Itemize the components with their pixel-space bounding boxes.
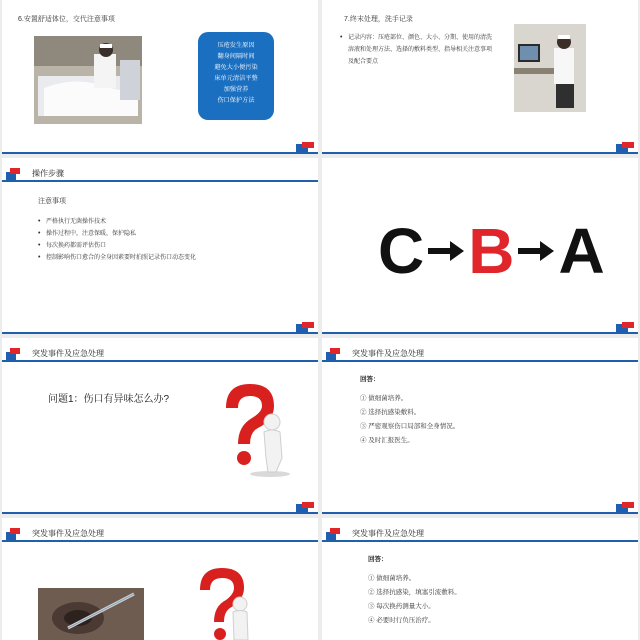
arrow-right-icon: [518, 241, 554, 261]
note-item: • 操作过程中，注意保暖，保护隐私: [38, 228, 298, 240]
slide-care-position: [2, 0, 318, 154]
slide-header: [2, 168, 318, 182]
care-point: 翻身间隔时间: [217, 53, 255, 60]
care-point: 压疮发生原因: [217, 42, 255, 49]
header-logo-mark: [6, 168, 22, 180]
answer-list: [368, 572, 461, 628]
header-title: 突发事件及应急处理: [352, 529, 424, 538]
header-line: [2, 540, 318, 542]
header-logo-mark: [6, 528, 22, 540]
cba-sequence: [378, 216, 605, 286]
notes-list: [38, 216, 298, 264]
slide-header: [2, 348, 318, 362]
care-points-box: [198, 32, 274, 120]
bottom-divider: [2, 332, 318, 334]
slide-emergency-answer: [322, 338, 638, 514]
slide-header: [322, 528, 638, 542]
slide-title: 6.安置舒适体位，交代注意事项: [18, 16, 115, 23]
nurse-bedside-photo: [34, 36, 142, 124]
header-logo-mark: [326, 348, 342, 360]
answer-item: ④ 必要时行负压治疗。: [368, 617, 435, 624]
header-line: [2, 360, 318, 362]
care-point: 避免大小便污染: [214, 64, 258, 71]
notes-subtitle: 注意事项: [38, 198, 66, 205]
answer-label: 回答：: [368, 556, 388, 563]
answer-item: ① 做细菌培养。: [368, 575, 416, 582]
answer-list: [360, 392, 459, 448]
slide-emergency-answer-2: [322, 518, 638, 640]
care-point: 伤口保护方法: [217, 97, 255, 104]
answer-item: ③ 严密观察伤口局部和全身情况。: [360, 423, 460, 430]
header-title: 操作步骤: [32, 169, 64, 178]
logo-mark: [296, 142, 314, 152]
logo-mark: [616, 502, 634, 512]
note-item: • 每次换药都需评估伤口: [38, 240, 298, 252]
question-text: 问题1：伤口有异味怎么办?: [48, 394, 170, 405]
slide-emergency-question: [2, 338, 318, 514]
question-mark-figure-icon: [190, 564, 260, 640]
header-line: [322, 540, 638, 542]
record-item: • 记录内容：压疮部位、颜色、大小、分期、使用的清洗溶液和处理方法、选择的敷料类型、指导相关注意事项及配合要点: [340, 32, 496, 68]
answer-item: ③ 每次换药测量大小。: [368, 603, 435, 610]
header-line: [2, 180, 318, 182]
question-mark-figure-icon: [208, 378, 298, 478]
letter-b: B: [468, 215, 515, 287]
slide-header: [322, 348, 638, 362]
bottom-divider: [2, 512, 318, 514]
answer-item: ④ 及时汇报医生。: [360, 437, 414, 444]
record-list: [340, 32, 496, 68]
header-title: 突发事件及应急处理: [32, 349, 104, 358]
answer-item: ① 做细菌培养。: [360, 395, 408, 402]
bottom-divider: [322, 332, 638, 334]
arrow-right-icon: [428, 241, 464, 261]
slide-final-record: [322, 0, 638, 154]
bottom-divider: [2, 152, 318, 154]
header-logo-mark: [6, 348, 22, 360]
nurse-computer-photo: [514, 24, 586, 112]
note-item: • 控制影响伤口愈合的全身因素要时拍照记录伤口动态变化: [38, 252, 298, 264]
slide-steps: [2, 158, 318, 334]
care-point: 加强营养: [223, 86, 249, 93]
answer-label: 回答：: [360, 376, 380, 383]
bottom-divider: [322, 512, 638, 514]
header-line: [322, 360, 638, 362]
header-logo-mark: [326, 528, 342, 540]
slide-header: [2, 528, 318, 542]
logo-mark: [616, 142, 634, 152]
slide-emergency-question-2: [2, 518, 318, 640]
slide-cba: [322, 158, 638, 334]
wound-photo: [38, 588, 144, 640]
care-point: 床单元清洁平整: [214, 75, 258, 82]
answer-item: ② 选择抗感染，填塞引流敷料。: [368, 589, 461, 596]
header-title: 突发事件及应急处理: [32, 529, 104, 538]
letter-a: A: [558, 215, 605, 287]
bottom-divider: [322, 152, 638, 154]
logo-mark: [296, 502, 314, 512]
logo-mark: [296, 322, 314, 332]
header-title: 突发事件及应急处理: [352, 349, 424, 358]
letter-c: C: [378, 215, 425, 287]
answer-item: ② 选择抗感染敷料。: [360, 409, 421, 416]
slide-title: 7.终末处理，洗手记录: [344, 16, 413, 23]
note-item: • 严格执行无菌操作技术: [38, 216, 298, 228]
logo-mark: [616, 322, 634, 332]
